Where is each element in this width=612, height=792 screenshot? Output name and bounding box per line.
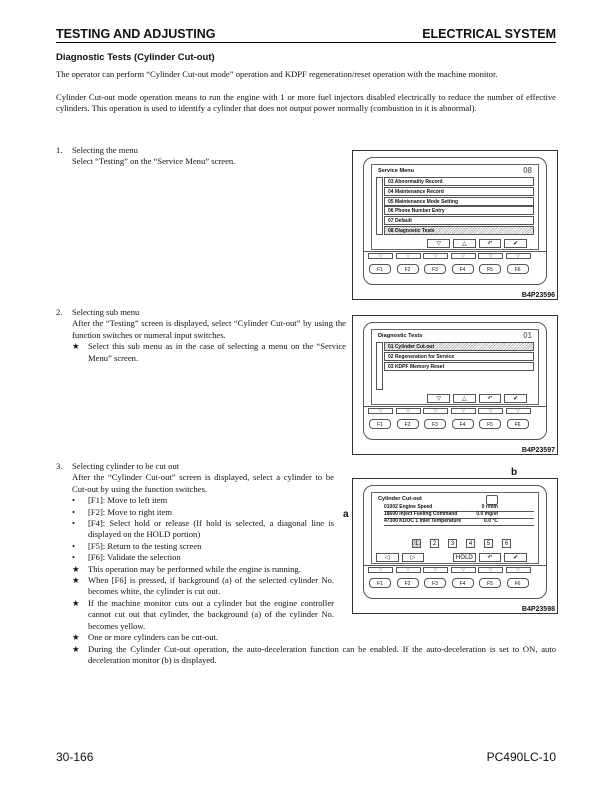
monitor-bezel [363, 322, 547, 440]
note-text: When [F6] is pressed, if background (a) of the selected cylinder No. becomes white, the cylinder is cut out. [88, 575, 334, 597]
star-icon: ★ [72, 563, 80, 574]
function-key-f2[interactable]: F2 [397, 264, 419, 274]
note-text: Select this sub menu as in the case of selecting a menu on the “Service Menu” screen. [88, 341, 346, 363]
bullet-icon: • [72, 495, 76, 506]
star-icon: ★ [72, 643, 80, 654]
note-item [72, 644, 556, 667]
scrollbar[interactable] [376, 342, 383, 390]
function-key-f3[interactable]: F3 [424, 578, 446, 588]
function-key-f4[interactable]: F4 [452, 264, 474, 274]
function-key-f3[interactable]: F3 [424, 419, 446, 429]
function-key-f2[interactable]: F2 [397, 419, 419, 429]
softkey: ▽ [427, 239, 450, 248]
step-title: Selecting the menu [72, 145, 138, 155]
note-text: If the machine monitor cuts out a cylinder but the engine controller cannot cut out that cylinder, the background (a) of the cylinder No. becomes yellow. [88, 597, 334, 631]
softkey: ✔ [504, 553, 527, 562]
step-text: Select “Testing” on the “Service Menu” screen. [72, 156, 236, 167]
function-key-f4[interactable]: F4 [452, 419, 474, 429]
screen-title: Diagnostic Tests [378, 333, 423, 339]
indicator: ▽ [451, 567, 476, 573]
softkey [376, 239, 399, 248]
data-line [384, 518, 534, 526]
star-icon: ★ [72, 341, 80, 352]
indicator: ▽ [478, 253, 503, 259]
monitor-screen [371, 164, 539, 250]
step-2 [56, 307, 346, 364]
callout-b: b [511, 467, 518, 478]
note-item [72, 341, 346, 364]
screen-number: 01 [523, 331, 532, 340]
function-key-f5[interactable]: F5 [479, 578, 501, 588]
step-text: After the “Testing” screen is displayed, select “Cylinder Cut-out” by using the function switches or numeral input switches. [72, 318, 346, 340]
softkey: ↶ [479, 239, 502, 248]
note-text: [F2]: Move to right item [88, 506, 173, 517]
function-key-f2[interactable]: F2 [397, 578, 419, 588]
function-key-f3[interactable]: F3 [424, 264, 446, 274]
softkey: ✔ [504, 239, 527, 248]
step-title: Selecting sub menu [72, 307, 140, 317]
indicator: ▽ [423, 567, 448, 573]
function-key-f4[interactable]: F4 [452, 578, 474, 588]
step-number: 2. [56, 307, 63, 317]
bullet-icon: • [72, 518, 76, 529]
note-text: [F4]: Select hold or release (If hold is selected, a diagonal line is displayed on the HOLD portion) [88, 518, 334, 540]
cylinder-box[interactable]: 4 [466, 539, 475, 548]
star-icon: ★ [72, 597, 80, 608]
intro-paragraph-1: The operator can perform “Cylinder Cut-out mode” operation and KDPF regeneration/reset operation with the machine monitor. [56, 69, 498, 79]
figure-code: B4P23597 [521, 447, 555, 454]
softkey [402, 394, 425, 403]
softkey: ▽ [427, 394, 450, 403]
step-text: After the “Cylinder Cut-out” screen is displayed, select a cylinder to be Cut-out by using the function switches. [72, 472, 334, 494]
softkey: △ [453, 394, 476, 403]
function-panel [364, 406, 546, 439]
softkey: HOLD [453, 553, 476, 562]
monitor-bezel [363, 485, 547, 599]
cylinder-box[interactable]: 6 [502, 539, 511, 548]
indicator: ▽ [368, 408, 393, 414]
function-key-f1[interactable]: F1 [369, 264, 391, 274]
function-key-f5[interactable]: F5 [479, 419, 501, 429]
header-left: TESTING AND ADJUSTING [56, 27, 216, 41]
step-number: 1. [56, 145, 63, 155]
bullet-icon: • [72, 552, 76, 563]
model-number: PC490LC-10 [486, 750, 556, 764]
header-right: ELECTRICAL SYSTEM [422, 27, 556, 41]
cylinder-box[interactable]: 5 [484, 539, 493, 548]
data-value: 0.0 °C [484, 518, 498, 524]
step-1 [56, 145, 346, 168]
monitor-screen [371, 329, 539, 405]
monitor-bezel [363, 157, 547, 285]
indicator: ▽ [506, 567, 531, 573]
data-value: 0.0 mg/st [476, 511, 498, 517]
indicator: ▽ [368, 253, 393, 259]
indicator: ▽ [396, 408, 421, 414]
intro-paragraph-2: Cylinder Cut-out mode operation means to run the engine with 1 or more fuel injectors disabled electrically to reduce the number of effective cylinders. This operation is used to identify a cylinder that does not output power normally (combustion in it is abnormal). [56, 92, 556, 114]
function-key-f6[interactable]: F6 [507, 264, 529, 274]
menu-item[interactable]: 04 Maintenance Record [384, 187, 534, 196]
note-text: [F6]: Validate the selection [88, 552, 181, 563]
menu-item[interactable]: 08 Diagnostic Tests [384, 226, 534, 235]
menu-item[interactable]: 07 Default [384, 216, 534, 225]
indicator: ▽ [478, 408, 503, 414]
note-text: This operation may be performed while the engine is running. [88, 563, 301, 574]
function-key-f6[interactable]: F6 [507, 578, 529, 588]
menu-item[interactable]: 03 KDPF Memory Reset [384, 362, 534, 371]
data-label: 01002 Engine Speed [384, 504, 433, 510]
bullet-icon: • [72, 506, 76, 517]
step-number: 3. [56, 461, 63, 471]
menu-item[interactable]: 03 Abnormality Record [384, 177, 534, 186]
function-key-f6[interactable]: F6 [507, 419, 529, 429]
function-key-f1[interactable]: F1 [369, 419, 391, 429]
figure-diagnostic-tests [352, 315, 558, 455]
screen-title: Service Menu [378, 168, 415, 174]
note-text: [F5]: Return to the testing screen [88, 540, 202, 551]
indicator: ▽ [423, 253, 448, 259]
function-panel [364, 251, 546, 284]
function-panel [364, 565, 546, 598]
page-header [56, 28, 556, 43]
figure-cylinder-cutout [343, 467, 558, 614]
menu-item[interactable]: 02 Regeneration for Service [384, 352, 534, 361]
note-text: During the Cylinder Cut-out operation, the auto-deceleration function can be enabled. If the auto-deceleration is set to ON, auto deceleration monitor (b) is displayed. [88, 643, 556, 665]
monitor-screen [371, 492, 539, 564]
softkey: △ [453, 239, 476, 248]
scrollbar[interactable] [376, 177, 383, 235]
callout-a: a [343, 509, 349, 520]
indicator: ▽ [506, 253, 531, 259]
menu-item[interactable]: 06 Phone Number Entry [384, 206, 534, 215]
bullet-icon: • [72, 540, 76, 551]
softkey: ▷ [402, 553, 425, 562]
figure-code: B4P23596 [521, 292, 555, 299]
function-key-f1[interactable]: F1 [369, 578, 391, 588]
figure-service-menu [352, 150, 558, 300]
indicator: ▽ [368, 567, 393, 573]
screen-number: 08 [523, 166, 532, 175]
cylinder-box[interactable]: 2 [430, 539, 439, 548]
note-text: One or more cylinders can be cut-out. [88, 632, 219, 643]
function-key-f5[interactable]: F5 [479, 264, 501, 274]
screen-title: Cylinder Cut-out [378, 496, 422, 502]
softkey [427, 553, 450, 562]
softkey: ↶ [479, 394, 502, 403]
note-item [72, 632, 556, 643]
section-title: Diagnostic Tests (Cylinder Cut-out) [56, 52, 215, 63]
indicator: ▽ [396, 567, 421, 573]
step-title: Selecting cylinder to be cut out [72, 461, 180, 471]
softkey [376, 394, 399, 403]
data-label: 18600 Inject Fueling Command [384, 511, 458, 517]
note-text: [F1]: Move to left item [88, 495, 168, 506]
indicator: ▽ [423, 408, 448, 414]
softkey: ↶ [479, 553, 502, 562]
cylinder-box[interactable]: 1 [412, 539, 421, 548]
data-label: 47300 KDOC 1 Inlet Temperature [384, 518, 462, 524]
figure-code: B4P23598 [521, 606, 555, 613]
indicator: ▽ [451, 253, 476, 259]
page-number: 30-166 [56, 750, 94, 764]
menu-item[interactable]: 05 Maintenance Mode Setting [384, 197, 534, 206]
softkey [402, 239, 425, 248]
indicator: ▽ [506, 408, 531, 414]
indicator: ▽ [451, 408, 476, 414]
star-icon: ★ [72, 575, 80, 586]
menu-item[interactable]: 01 Cylinder Cut-out [384, 342, 534, 351]
star-icon: ★ [72, 632, 80, 643]
indicator: ▽ [478, 567, 503, 573]
softkey: ✔ [504, 394, 527, 403]
cylinder-box[interactable]: 3 [448, 539, 457, 548]
indicator: ▽ [396, 253, 421, 259]
softkey: ◁ [376, 553, 399, 562]
data-value: 0 r/min [481, 504, 498, 510]
